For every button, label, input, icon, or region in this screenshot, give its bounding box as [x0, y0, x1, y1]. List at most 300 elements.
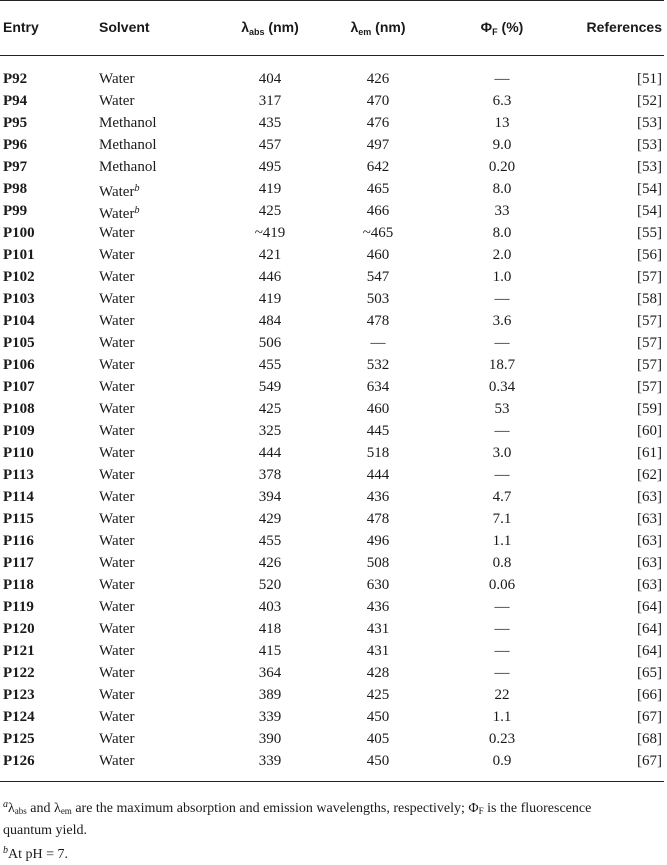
cell-entry: [3, 750, 35, 772]
cell-quantum-yield: [452, 750, 552, 772]
cell-reference-text: [57]: [637, 269, 662, 285]
table-row: [0, 706, 664, 728]
cell-reference: [637, 200, 662, 222]
cell-abs: [218, 508, 322, 530]
cell-reference-text: [53]: [637, 115, 662, 131]
cell-em: [326, 552, 430, 574]
table-row: [0, 200, 664, 222]
cell-em-text: 532: [366, 357, 390, 373]
cell-entry: [3, 486, 34, 508]
cell-entry: [3, 420, 35, 442]
footnote-a-lambda2: λ: [54, 801, 61, 816]
cell-solvent-text: Water: [99, 206, 135, 222]
cell-abs: [218, 90, 322, 112]
cell-entry: [3, 156, 27, 178]
cell-quantum-yield-text: 1.0: [492, 269, 512, 285]
cell-quantum-yield: [452, 398, 552, 420]
cell-quantum-yield: [452, 200, 552, 222]
cell-solvent: [99, 706, 134, 728]
cell-reference-text: [63]: [637, 489, 662, 505]
cell-entry-text: P123: [3, 687, 35, 703]
header-qy-symbol: Φ: [480, 19, 493, 35]
cell-reference-text: [60]: [637, 423, 662, 439]
cell-abs: [218, 178, 322, 200]
cell-reference-text: [67]: [637, 709, 662, 725]
cell-reference: [637, 354, 662, 376]
table-row: [0, 156, 664, 178]
cell-abs: [218, 420, 322, 442]
cell-solvent-text: Water: [99, 621, 135, 637]
table-row: [0, 728, 664, 750]
cell-solvent: [99, 398, 134, 420]
cell-solvent: [99, 354, 134, 376]
footnote-a-sub1: abs: [14, 806, 27, 816]
cell-entry-text: P118: [3, 577, 34, 593]
footnote-a-sub2: em: [60, 806, 72, 816]
cell-abs-text: 339: [258, 709, 282, 725]
cell-entry-text: P100: [3, 225, 35, 241]
cell-entry: [3, 706, 35, 728]
cell-entry: [3, 376, 35, 398]
cell-em-text: 431: [366, 621, 390, 637]
cell-reference-text: [63]: [637, 577, 662, 593]
cell-entry-text: P126: [3, 753, 35, 769]
cell-em: [326, 442, 430, 464]
table-row: [0, 596, 664, 618]
cell-em: [326, 464, 430, 486]
cell-entry: [3, 508, 34, 530]
cell-quantum-yield: [452, 574, 552, 596]
cell-entry-text: P125: [3, 731, 35, 747]
cell-reference: [637, 508, 662, 530]
cell-reference-text: [64]: [637, 643, 662, 659]
cell-reference-text: [59]: [637, 401, 662, 417]
cell-reference: [637, 662, 662, 684]
cell-abs: [218, 266, 322, 288]
cell-entry: [3, 134, 27, 156]
cell-solvent-text: Water: [99, 291, 135, 307]
cell-abs-text: 325: [258, 423, 282, 439]
cell-quantum-yield-text: 33: [494, 203, 510, 219]
cell-em: [326, 596, 430, 618]
cell-entry-text: P106: [3, 357, 35, 373]
table-row: [0, 618, 664, 640]
cell-em: [326, 574, 430, 596]
cell-em-text: 445: [366, 423, 390, 439]
cell-solvent-text: Water: [99, 511, 135, 527]
cell-em: [326, 156, 430, 178]
cell-quantum-yield: [452, 112, 552, 134]
cell-solvent-text: Water: [99, 489, 135, 505]
cell-quantum-yield: [452, 156, 552, 178]
cell-solvent: [99, 486, 134, 508]
cell-reference-text: [51]: [637, 71, 662, 87]
cell-solvent: [99, 288, 134, 310]
cell-abs-text: 455: [258, 533, 282, 549]
cell-quantum-yield-text: —: [494, 621, 510, 637]
footnote-a-phi: Φ: [468, 801, 479, 816]
cell-solvent-text: Water: [99, 71, 135, 87]
table-body: [0, 68, 664, 772]
cell-solvent-text: Water: [99, 357, 135, 373]
cell-quantum-yield: [452, 222, 552, 244]
cell-reference-text: [58]: [637, 291, 662, 307]
cell-entry-text: P116: [3, 533, 34, 549]
cell-solvent-text: Water: [99, 665, 135, 681]
footnote-b-text: At pH = 7.: [8, 847, 69, 862]
table-row: [0, 244, 664, 266]
cell-quantum-yield-text: 7.1: [492, 511, 512, 527]
header-solvent: Solvent: [99, 19, 150, 35]
cell-entry-text: P96: [3, 137, 28, 153]
cell-quantum-yield: [452, 420, 552, 442]
cell-entry: [3, 310, 35, 332]
cell-em-text: 466: [366, 203, 390, 219]
cell-quantum-yield-text: 4.7: [492, 489, 512, 505]
cell-solvent-text: Water: [99, 753, 135, 769]
cell-reference-text: [52]: [637, 93, 662, 109]
footnote-a: [3, 795, 643, 841]
cell-em: [326, 244, 430, 266]
header-references: References: [586, 19, 662, 35]
cell-quantum-yield: [452, 728, 552, 750]
cell-em: [326, 68, 430, 90]
cell-reference-text: [54]: [637, 181, 662, 197]
cell-abs-text: 425: [258, 401, 282, 417]
cell-abs-text: 506: [258, 335, 282, 351]
header-em-symbol: λ: [350, 19, 359, 35]
cell-reference-text: [63]: [637, 511, 662, 527]
header-em-sub: em: [358, 27, 372, 37]
cell-quantum-yield: [452, 464, 552, 486]
cell-quantum-yield: [452, 442, 552, 464]
cell-reference: [637, 706, 662, 728]
cell-abs-text: 378: [258, 467, 282, 483]
cell-quantum-yield: [452, 90, 552, 112]
cell-reference: [637, 750, 662, 772]
footnote-a-lambda1: λ: [8, 801, 15, 816]
cell-solvent-text: Methanol: [99, 137, 157, 153]
cell-em: [326, 420, 430, 442]
cell-solvent: [99, 574, 134, 596]
cell-solvent-text: Water: [99, 731, 135, 747]
cell-em-text: —: [370, 335, 386, 351]
cell-reference: [637, 398, 662, 420]
table-row: [0, 398, 664, 420]
table-row: [0, 354, 664, 376]
cell-solvent: [99, 222, 134, 244]
header-abs-unit: (nm): [264, 19, 299, 35]
cell-entry: [3, 112, 27, 134]
cell-abs: [218, 244, 322, 266]
cell-em: [326, 134, 430, 156]
table-row: [0, 508, 664, 530]
cell-solvent: [99, 552, 134, 574]
cell-em-text: 642: [366, 159, 390, 175]
table-row: [0, 574, 664, 596]
cell-solvent-text: Methanol: [99, 115, 157, 131]
cell-entry: [3, 552, 34, 574]
cell-quantum-yield: [452, 618, 552, 640]
cell-abs-text: 415: [258, 643, 282, 659]
cell-solvent: [99, 244, 134, 266]
cell-abs-text: 455: [258, 357, 282, 373]
cell-abs-text: 419: [258, 291, 282, 307]
cell-quantum-yield: [452, 684, 552, 706]
cell-em: [326, 178, 430, 200]
cell-entry-text: P102: [3, 269, 35, 285]
cell-abs: [218, 376, 322, 398]
cell-em: [326, 332, 430, 354]
cell-quantum-yield-text: 22: [494, 687, 510, 703]
cell-solvent-text: Water: [99, 709, 135, 725]
cell-abs: [218, 728, 322, 750]
cell-entry: [3, 288, 35, 310]
cell-entry: [3, 442, 34, 464]
cell-entry-text: P114: [3, 489, 34, 505]
cell-em-text: 547: [366, 269, 390, 285]
cell-quantum-yield-text: —: [494, 423, 510, 439]
cell-quantum-yield-text: —: [494, 599, 510, 615]
table-row: [0, 332, 664, 354]
cell-quantum-yield-text: 0.8: [492, 555, 512, 571]
cell-abs-text: 426: [258, 555, 282, 571]
table-row: [0, 684, 664, 706]
cell-solvent: [99, 728, 134, 750]
cell-solvent-text: Water: [99, 643, 135, 659]
cell-em: [326, 728, 430, 750]
cell-entry: [3, 398, 35, 420]
cell-abs: [218, 68, 322, 90]
cell-reference-text: [66]: [637, 687, 662, 703]
cell-em: [326, 376, 430, 398]
cell-quantum-yield: [452, 508, 552, 530]
table-row: [0, 662, 664, 684]
header-abs-symbol: λ: [241, 19, 250, 35]
cell-entry: [3, 574, 34, 596]
table-row: [0, 134, 664, 156]
cell-reference: [637, 266, 662, 288]
cell-entry: [3, 530, 34, 552]
cell-abs-text: 389: [258, 687, 282, 703]
header-entry: Entry: [3, 19, 39, 35]
cell-quantum-yield: [452, 68, 552, 90]
cell-solvent: [99, 68, 134, 90]
footnote-a-text1: are the maximum absorption and emission wavelengths, respectively;: [71, 801, 469, 816]
cell-entry: [3, 640, 35, 662]
cell-abs: [218, 640, 322, 662]
cell-abs: [218, 574, 322, 596]
cell-abs-text: 484: [258, 313, 282, 329]
cell-entry: [3, 354, 35, 376]
cell-reference: [637, 134, 662, 156]
cell-reference: [637, 244, 662, 266]
table-bottom-rule: [0, 781, 664, 782]
cell-quantum-yield-text: 3.0: [492, 445, 512, 461]
cell-em-text: 476: [366, 115, 390, 131]
cell-abs: [218, 706, 322, 728]
cell-em-text: 478: [366, 511, 390, 527]
cell-quantum-yield: [452, 640, 552, 662]
footnote-a-sub3: F: [478, 806, 484, 816]
cell-entry-text: P109: [3, 423, 35, 439]
cell-reference-text: [65]: [637, 665, 662, 681]
cell-entry: [3, 464, 34, 486]
cell-reference: [637, 486, 662, 508]
footnote-marker: b: [134, 205, 140, 216]
cell-abs: [218, 398, 322, 420]
cell-reference-text: [67]: [637, 753, 662, 769]
cell-reference: [637, 420, 662, 442]
cell-entry-text: P105: [3, 335, 35, 351]
cell-solvent: [99, 90, 134, 112]
cell-quantum-yield-text: —: [494, 665, 510, 681]
cell-reference-text: [55]: [637, 225, 662, 241]
cell-solvent: [99, 750, 134, 772]
cell-em-text: 425: [366, 687, 390, 703]
cell-abs-text: 421: [258, 247, 282, 263]
cell-quantum-yield-text: 1.1: [492, 709, 512, 725]
cell-reference: [637, 90, 662, 112]
cell-solvent: [99, 156, 157, 178]
cell-quantum-yield: [452, 530, 552, 552]
cell-abs: [218, 288, 322, 310]
cell-solvent: [99, 464, 134, 486]
cell-em: [326, 398, 430, 420]
cell-abs-text: 429: [258, 511, 282, 527]
cell-reference-text: [63]: [637, 555, 662, 571]
table-row: [0, 376, 664, 398]
cell-abs-text: 457: [258, 137, 282, 153]
cell-abs-text: 425: [258, 203, 282, 219]
cell-quantum-yield-text: —: [494, 291, 510, 307]
cell-solvent: [99, 640, 134, 662]
cell-em-text: 450: [366, 709, 390, 725]
cell-em-text: 496: [366, 533, 390, 549]
cell-em: [326, 706, 430, 728]
cell-abs: [218, 354, 322, 376]
cell-abs: [218, 596, 322, 618]
cell-entry: [3, 90, 27, 112]
cell-em-text: 503: [366, 291, 390, 307]
cell-em: [326, 640, 430, 662]
cell-entry-text: P103: [3, 291, 35, 307]
cell-quantum-yield-text: —: [494, 335, 510, 351]
cell-abs-text: ~419: [254, 225, 286, 241]
cell-reference: [637, 112, 662, 134]
cell-reference-text: [64]: [637, 621, 662, 637]
cell-solvent-text: Water: [99, 225, 135, 241]
cell-entry: [3, 68, 27, 90]
cell-abs: [218, 112, 322, 134]
cell-quantum-yield-text: 53: [494, 401, 510, 417]
cell-entry-text: P117: [3, 555, 34, 571]
cell-reference: [637, 552, 662, 574]
cell-abs-text: 444: [258, 445, 282, 461]
cell-reference-text: [57]: [637, 357, 662, 373]
cell-abs: [218, 618, 322, 640]
cell-em: [326, 90, 430, 112]
cell-solvent: [99, 376, 134, 398]
table-row: [0, 310, 664, 332]
header-quantum-yield: [452, 19, 552, 37]
cell-reference-text: [56]: [637, 247, 662, 263]
cell-solvent-text: Water: [99, 184, 135, 200]
cell-solvent-text: Water: [99, 401, 135, 417]
cell-quantum-yield: [452, 354, 552, 376]
cell-reference: [637, 640, 662, 662]
cell-quantum-yield-text: 3.6: [492, 313, 512, 329]
cell-entry-text: P92: [3, 71, 28, 87]
cell-solvent-text: Water: [99, 93, 135, 109]
table-row: [0, 178, 664, 200]
cell-em-text: 426: [366, 71, 390, 87]
cell-solvent-text: Water: [99, 379, 135, 395]
cell-abs: [218, 530, 322, 552]
cell-abs: [218, 552, 322, 574]
cell-em-text: 436: [366, 489, 390, 505]
cell-entry-text: P110: [3, 445, 34, 461]
cell-entry: [3, 222, 35, 244]
cell-entry-text: P122: [3, 665, 35, 681]
cell-reference: [637, 68, 662, 90]
cell-entry-text: P124: [3, 709, 35, 725]
table-row: [0, 750, 664, 772]
cell-em: [326, 200, 430, 222]
table-footnotes: [3, 795, 643, 865]
cell-quantum-yield-text: 6.3: [492, 93, 512, 109]
cell-solvent-text: Methanol: [99, 159, 157, 175]
cell-quantum-yield: [452, 266, 552, 288]
cell-reference: [637, 442, 662, 464]
cell-em-text: 518: [366, 445, 390, 461]
cell-solvent-text: Water: [99, 687, 135, 703]
footnote-a-and: and: [26, 801, 55, 816]
cell-reference: [637, 596, 662, 618]
cell-entry-text: P94: [3, 93, 28, 109]
cell-reference-text: [57]: [637, 379, 662, 395]
cell-entry: [3, 618, 35, 640]
cell-reference: [637, 178, 662, 200]
cell-abs: [218, 332, 322, 354]
cell-entry: [3, 332, 35, 354]
cell-quantum-yield-text: 0.20: [488, 159, 516, 175]
cell-abs: [218, 134, 322, 156]
table-header-rule: [0, 55, 664, 56]
header-qy-sub: F: [492, 27, 498, 37]
table-row: [0, 640, 664, 662]
cell-abs-text: 446: [258, 269, 282, 285]
cell-abs: [218, 222, 322, 244]
cell-em-text: 431: [366, 643, 390, 659]
cell-solvent: [99, 508, 134, 530]
cell-solvent-text: Water: [99, 247, 135, 263]
cell-em: [326, 310, 430, 332]
cell-quantum-yield: [452, 376, 552, 398]
cell-em-text: 436: [366, 599, 390, 615]
table-row: [0, 68, 664, 90]
cell-solvent-text: Water: [99, 599, 135, 615]
cell-entry: [3, 728, 35, 750]
cell-solvent: [99, 618, 134, 640]
header-emission: [326, 19, 430, 37]
cell-quantum-yield: [452, 486, 552, 508]
cell-abs-text: 404: [258, 71, 282, 87]
cell-reference: [637, 728, 662, 750]
cell-entry: [3, 266, 35, 288]
cell-quantum-yield: [452, 244, 552, 266]
cell-entry-text: P97: [3, 159, 28, 175]
